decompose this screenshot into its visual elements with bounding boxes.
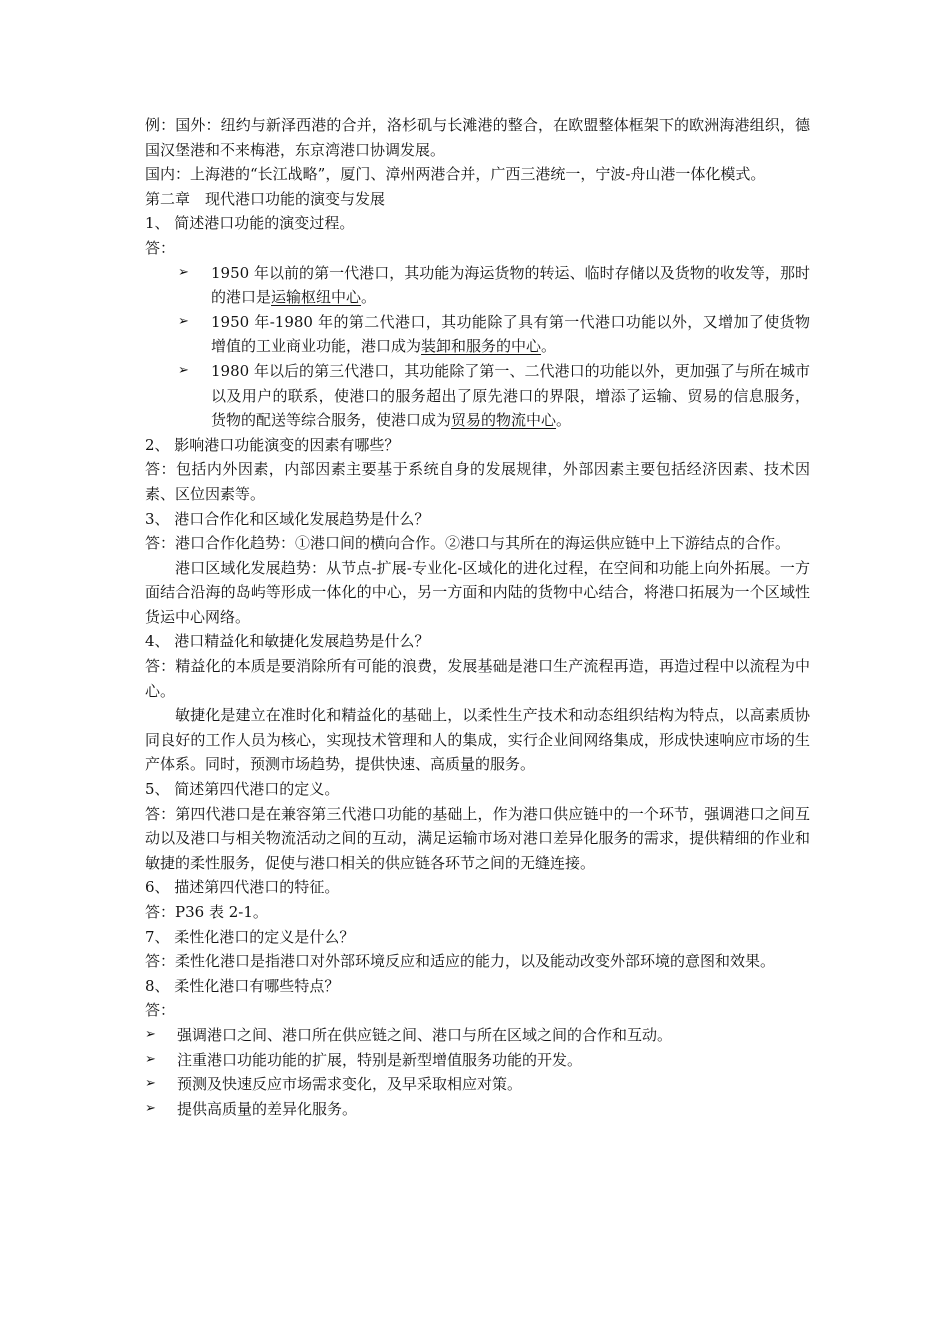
arrow-bullet-icon: ➢ <box>145 1026 156 1042</box>
paragraph-examples-foreign: 例：国外：纽约与新泽西港的合并，洛杉矶与长滩港的整合，在欧盟整体框架下的欧洲海港组织，德国汉堡港和不来梅港，东京湾港口协调发展。 <box>145 116 810 159</box>
underlined-term: 贸易的物流中心 <box>451 411 557 430</box>
bullet-item: ➢ 预测及快速反应市场需求变化，及早采取相应对策。 <box>145 1072 810 1097</box>
arrow-bullet-icon: ➢ <box>145 1076 156 1092</box>
chapter-heading: 第二章 现代港口功能的演变与发展 <box>145 189 386 208</box>
answer-7: 答：柔性化港口是指港口对外部环境反应和适应的能力，以及能动改变外部环境的意图和效果。 <box>145 952 776 971</box>
paragraph-examples-domestic: 国内：上海港的“长江战略”，厦门、漳州两港合并，广西三港统一，宁波-舟山港一体化模式。 <box>145 165 766 184</box>
answer-1-label: 答： <box>145 238 176 257</box>
arrow-bullet-icon: ➢ <box>178 264 189 280</box>
underlined-term: 装卸和服务的中心 <box>421 337 542 356</box>
underlined-term: 运输枢纽中心 <box>271 288 362 307</box>
question-1: 1、 简述港口功能的演变过程。 <box>145 214 355 233</box>
arrow-bullet-icon: ➢ <box>145 1051 156 1067</box>
answer-4: 答：精益化的本质是要消除所有可能的浪费，发展基础是港口生产流程再造，再造过程中以流程为中心。 <box>145 657 810 700</box>
answer-2: 答：包括内外因素，内部因素主要基于系统自身的发展规律，外部因素主要包括经济因素、技术因素、区位因素等。 <box>145 460 810 503</box>
question-6: 6、 描述第四代港口的特征。 <box>145 878 340 897</box>
answer-6: 答：P36 表 2-1。 <box>145 903 268 921</box>
answer-3-continued: 港口区域化发展趋势：从节点-扩展-专业化-区域化的进化过程，在空间和功能上向外拓展。一方面结合沿海的岛屿等形成一体化的中心，另一方面和内陆的货物中心结合，将港口拓展为一个区域性货运中心网络。 <box>145 558 810 626</box>
arrow-bullet-icon: ➢ <box>178 313 189 329</box>
document-page <box>145 113 810 1121</box>
bullet-item: ➢ 1950 年以前的第一代港口，其功能为海运货物的转运、临时存储以及货物的收发等，那时的港口是运输枢纽中心。 <box>145 261 810 310</box>
bullet-item: ➢ 1950 年-1980 年的第二代港口，其功能除了具有第一代港口功能以外，又增加了使货物增值的工业商业功能，港口成为装卸和服务的中心。 <box>145 310 810 359</box>
answer-3: 答：港口合作化趋势：①港口间的横向合作。②港口与其所在的海运供应链中上下游结点的合作。 <box>145 534 791 553</box>
arrow-bullet-icon: ➢ <box>178 362 189 378</box>
question-7: 7、 柔性化港口的定义是什么？ <box>145 927 355 946</box>
question-5: 5、 简述第四代港口的定义。 <box>145 780 340 799</box>
answer-8-label: 答： <box>145 1001 176 1020</box>
question-3: 3、 港口合作化和区域化发展趋势是什么？ <box>145 509 430 528</box>
bullet-item: ➢ 注重港口功能功能的扩展，特别是新型增值服务功能的开发。 <box>145 1048 810 1073</box>
question-8: 8、 柔性化港口有哪些特点？ <box>145 976 340 995</box>
arrow-bullet-icon: ➢ <box>145 1100 156 1116</box>
question-2: 2、 影响港口功能演变的因素有哪些？ <box>145 435 400 454</box>
bullet-item: ➢ 提供高质量的差异化服务。 <box>145 1097 810 1122</box>
answer-5: 答：第四代港口是在兼容第三代港口功能的基础上，作为港口供应链中的一个环节，强调港口之间互动以及港口与相关物流活动之间的互动，满足运输市场对港口差异化服务的需求，提供精细的作业和敏捷的柔性服务，促使与港口相关的供应链各环节之间的无缝连接。 <box>145 804 810 872</box>
bullet-item: ➢ 强调港口之间、港口所在供应链之间、港口与所在区域之间的合作和互动。 <box>145 1023 810 1048</box>
answer-4-continued: 敏捷化是建立在准时化和精益化的基础上，以柔性生产技术和动态组织结构为特点，以高素质协同良好的工作人员为核心，实现技术管理和人的集成，实行企业间网络集成，形成快速响应市场的生产体系。同时，预测市场趋势，提供快速、高质量的服务。 <box>145 706 810 774</box>
question-4: 4、 港口精益化和敏捷化发展趋势是什么？ <box>145 632 430 651</box>
bullet-item: ➢ 1980 年以后的第三代港口，其功能除了第一、二代港口的功能以外，更加强了与所在城市以及用户的联系，使港口的服务超出了原先港口的界限，增添了运输、贸易的信息服务，货物的配送等综合服务，使港口成为贸易的物流中心。 <box>145 359 810 433</box>
